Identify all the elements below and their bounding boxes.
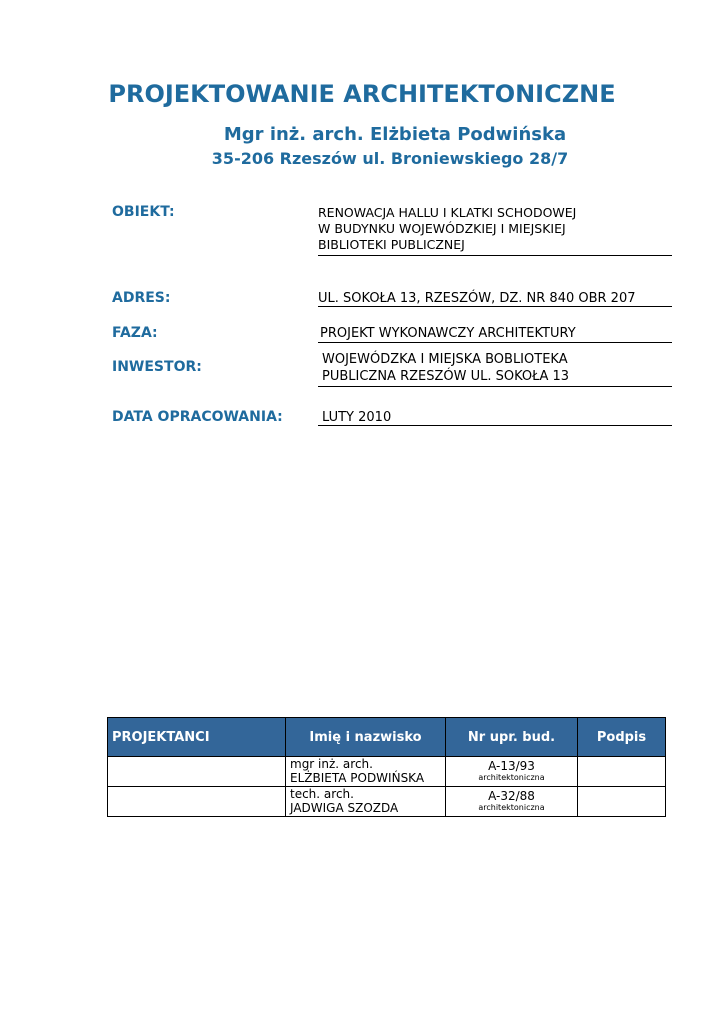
data-value: LUTY 2010	[322, 410, 392, 425]
author-name: Mgr inż. arch. Elżbieta Podwińska	[223, 124, 567, 145]
inwestor-line-1: WOJEWÓDZKA I MIEJSKA BOBLIOTEKA	[322, 352, 568, 367]
role-cell	[108, 787, 286, 817]
header-nr-upr: Nr upr. bud.	[446, 718, 578, 757]
license-specialty: architektoniczna	[478, 773, 545, 782]
table-row	[108, 787, 666, 817]
table-row	[108, 757, 666, 787]
signature-cell	[578, 757, 666, 787]
data-underline	[318, 425, 672, 426]
obiekt-label: OBIEKT:	[112, 204, 175, 220]
name-full: JADWIGA SZOZDA	[290, 801, 399, 815]
inwestor-underline	[318, 386, 672, 387]
license-specialty: architektoniczna	[478, 803, 545, 812]
obiekt-line-3: BIBLIOTEKI PUBLICZNEJ	[318, 237, 465, 252]
faza-label: FAZA:	[112, 325, 158, 341]
obiekt-line-1: RENOWACJA HALLU I KLATKI SCHODOWEJ	[318, 205, 577, 220]
obiekt-line-2: W BUDYNKU WOJEWÓDZKIEJ I MIEJSKIEJ	[318, 221, 566, 236]
role-cell	[108, 757, 286, 787]
name-full: ELŻBIETA PODWIŃSKA	[290, 771, 425, 785]
name-title: tech. arch.	[290, 787, 354, 801]
designers-table	[107, 717, 666, 817]
name-cell	[286, 787, 446, 817]
license-cell	[446, 787, 578, 817]
name-title: mgr inż. arch.	[290, 757, 373, 771]
header-projektanci: PROJEKTANCI	[108, 718, 286, 757]
signature-cell	[578, 787, 666, 817]
header-podpis: Podpis	[578, 718, 666, 757]
adres-underline	[318, 306, 672, 307]
inwestor-line-2: PUBLICZNA RZESZÓW UL. SOKOŁA 13	[322, 369, 570, 384]
adres-value: UL. SOKOŁA 13, RZESZÓW, DZ. NR 840 OBR 207	[318, 291, 636, 306]
inwestor-label: INWESTOR:	[112, 359, 202, 375]
obiekt-underline	[318, 255, 672, 256]
license-number: A-13/93	[488, 759, 535, 773]
faza-value: PROJEKT WYKONAWCZY ARCHITEKTURY	[320, 326, 576, 341]
page-title: PROJEKTOWANIE ARCHITEKTONICZNE	[108, 80, 616, 108]
header-imie-nazwisko: Imię i nazwisko	[286, 718, 446, 757]
author-address: 35-206 Rzeszów ul. Broniewskiego 28/7	[211, 149, 569, 168]
table-header-row	[108, 718, 666, 757]
data-label: DATA OPRACOWANIA:	[112, 409, 283, 425]
name-cell	[286, 757, 446, 787]
faza-underline	[318, 342, 672, 343]
license-cell	[446, 757, 578, 787]
license-number: A-32/88	[488, 789, 535, 803]
adres-label: ADRES:	[112, 290, 171, 306]
